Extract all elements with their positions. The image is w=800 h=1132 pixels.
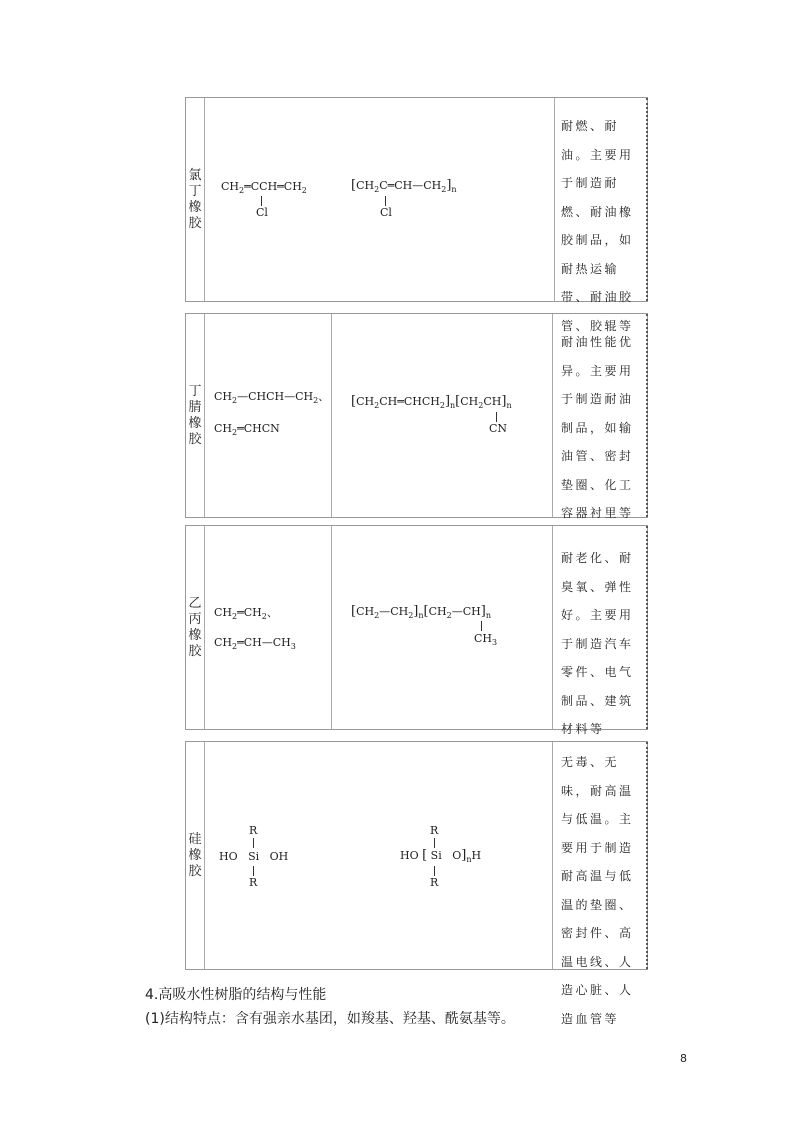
rubber-property: 耐老化、耐臭氧、弹性好。主要用于制造汽车零件、电气制品、建筑材料等 <box>561 551 634 736</box>
monomer-r-bottom: R <box>249 876 258 889</box>
monomer-formula-1: $CH_2═CH_2$、 <box>214 606 278 621</box>
polymer-formula: $[CH_2—CH_2]_n[CH_2—CH]_n$ <box>351 604 491 620</box>
rubber-name: 氯丁橡胶 <box>188 167 202 231</box>
polymer-formula: $[CH_2CH═CHCH_2]_n[CH_2CH]_n$ <box>351 394 512 410</box>
polymer-r-bottom: R <box>430 876 439 889</box>
monomer-formula: HO Si OH <box>219 850 289 863</box>
monomer-formula-2: $CH_2═CHCN$ <box>214 422 280 437</box>
monomer-formula: $CH_2═CCH═CH_2$ <box>221 180 307 195</box>
polymer-formula: HO [ Si $O]_nH$ <box>400 848 482 864</box>
rubber-row-nitrile <box>185 313 648 518</box>
rubber-row-ethylene-propylene <box>185 525 648 736</box>
section-heading: 4.高吸水性树脂的结构与性能 <box>145 987 327 1003</box>
monomer-formula-2: $CH_2═CH—CH_3$ <box>214 636 296 651</box>
polymer-formula: $[CH_2C═CH—CH_2]_n$ <box>351 178 457 194</box>
polymer-substituent: Cl <box>380 206 392 219</box>
rubber-property: 耐油性能优异。主要用于制造耐油制品，如输油管、密封垫圈、化工容器衬里等 <box>561 335 634 520</box>
rubber-row-chloroprene <box>185 97 648 333</box>
rubber-name: 硅橡胶 <box>188 831 202 879</box>
rubber-name: 乙丙橡胶 <box>188 595 202 659</box>
page-number: 8 <box>680 1052 687 1065</box>
polymer-substituent: CN <box>489 422 508 435</box>
monomer-substituent: Cl <box>256 206 268 219</box>
rubber-property: 无毒、无味，耐高温与低温。主要用于制造耐高温与低温的垫圈、密封件、高温电线、人造心脏、人造血管等 <box>561 755 634 1026</box>
polymer-substituent: $CH_3$ <box>474 632 498 647</box>
section-item-1: (1)结构特点：含有强亲水基团，如羧基、羟基、酰氨基等。 <box>145 1011 515 1027</box>
polymer-r-top: R <box>430 824 439 837</box>
monomer-formula-1: $CH_2—CHCH—CH_2$、 <box>214 390 330 405</box>
monomer-r-top: R <box>249 824 258 837</box>
rubber-property: 耐燃、耐油。主要用于制造耐燃、耐油橡胶制品，如耐热运输带、耐油胶管、胶辊等 <box>561 119 634 333</box>
rubber-name: 丁腈橡胶 <box>188 383 202 447</box>
